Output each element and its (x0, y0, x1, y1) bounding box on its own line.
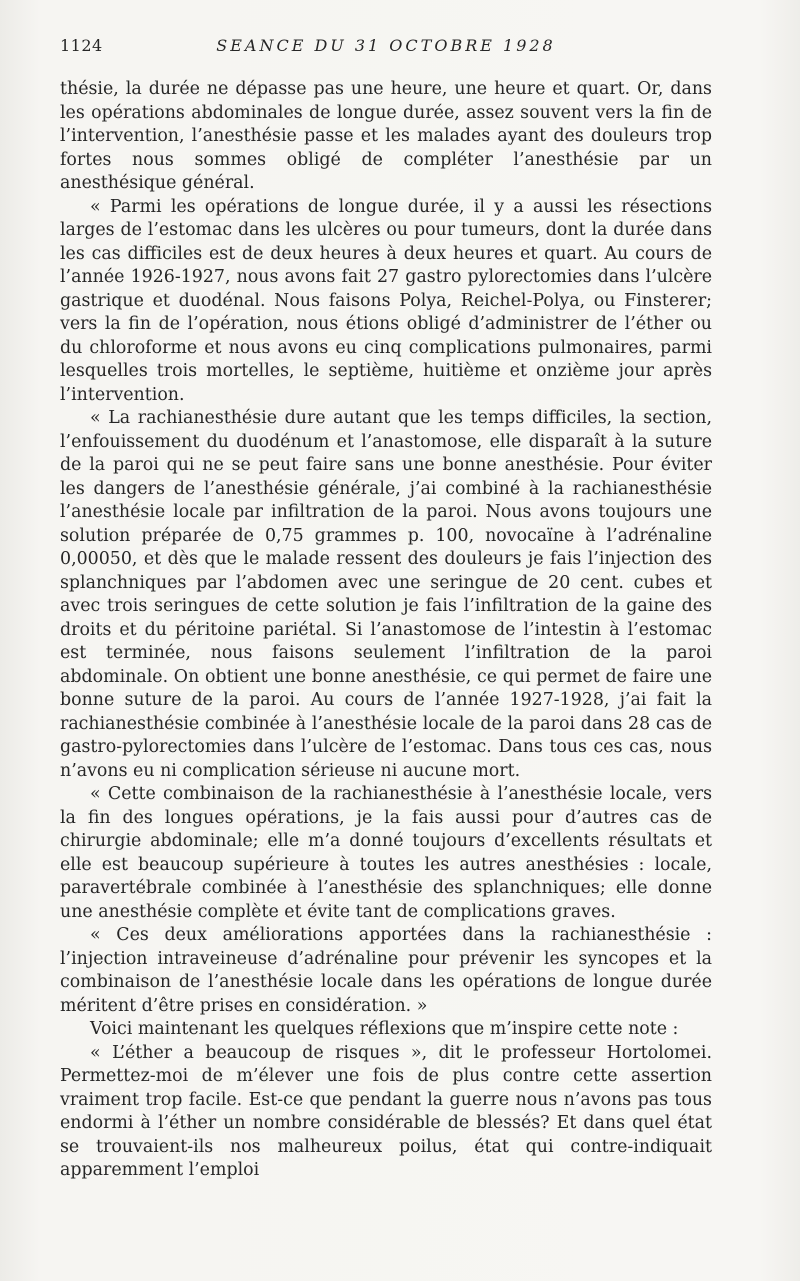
paragraph-resections: « Parmi les opérations de longue durée, il y a aussi les résections larges de l’estomac dans les ulcères ou pour tumeurs, dont la durée dans les cas difficiles est de deux heures à deux heures et quart. Au cours de l’année 1926-1927, nous avons fait 27 gastro pylorectomies dans l’ulcère gastrique et duodénal. Nous faisons Polya, Reichel-Polya, ou Finsterer; vers la fin de l’opération, nous étions obligé d’administrer de l’éther ou du chloroforme et nous avons eu cinq complications pulmonaires, parmi lesquelles trois mortelles, le septième, huitième et onzième jour après l’intervention. (60, 196, 712, 405)
paragraph-improvements: « Ces deux améliorations apportées dans la rachianesthésie : l’injection intraveineuse d’adrénaline pour prévenir les syncopes et la combinaison de l’anesthésie locale dans les opérations de longue durée méritent d’être prises en considération. » (60, 925, 712, 1016)
paragraph-reflections-intro: Voici maintenant les quelques réflexions que m’inspire cette note : (90, 1019, 679, 1039)
paragraph-ether-risks: « L’éther a beaucoup de risques », dit le professeur Hortolomei. Permettez-moi de m’élever une fois de plus contre cette assertion vraiment trop facile. Est-ce que pendant la guerre nous n’avons pas tous endormi à l’éther un nombre considérable de blessés? Et dans quel état se trouvaient-ils nos malheureux poilus, état qui contre-indiquait apparemment l’emploi (60, 1042, 712, 1180)
paragraph-rachianesthesie-duration: « La rachianesthésie dure autant que les temps difficiles, la section, l’enfouissement du duodénum et l’anastomose, elle disparaît à la suture de la paroi qui ne se peut faire sans une bonne anesthésie. Pour éviter les dangers de l’anesthésie générale, j’ai combiné à la rachianesthésie l’anesthésie locale par infiltration de la paroi. Nous avons toujours une solution préparée de 0,75 grammes p. 100, novocaïne à l’adrénaline 0,00050, et dès que le malade ressent des douleurs je fais l’injection des splanchniques par l’abdomen avec une seringue de 20 cent. cubes et avec trois seringues de cette solution je fais l’infiltration de la gaine des droits et du péritoine pariétal. Si l’anastomose de l’intestin à l’estomac est terminée, nous faisons seulement l’infiltration de la paroi abdominale. On obtient une bonne anesthésie, ce qui permet de faire une bonne suture de la paroi. Au cours de l’année 1927-1928, j’ai fait la rachianesthésie combinée à l’anesthésie locale de la paroi dans 28 cas de gastro-pylorectomies dans l’ulcère de l’estomac. Dans tous ces cas, nous n’avons eu ni complication sérieuse ni aucune mort. (60, 408, 712, 781)
paragraph-combination: « Cette combinaison de la rachianesthésie à l’anesthésie locale, vers la fin des longues opérations, je la fais aussi pour d’autres cas de chirurgie abdominale; elle m’a donné toujours d’excellents résultats et elle est beaucoup supérieure à toutes les autres anesthésies : locale, paravertébrale combinée à l’anesthésie des splanchniques; elle donne une anesthésie complète et évite tant de complications graves. (60, 784, 712, 922)
paragraph-continuation: thésie, la durée ne dépasse pas une heure, une heure et quart. Or, dans les opérations abdominales de longue durée, assez souvent vers la fin de l’intervention, l’anesthésie passe et les malades ayant des douleurs trop fortes nous sommes obligé de compléter l’anesthésie par un anesthésique général. (60, 79, 712, 193)
page-header (60, 36, 712, 58)
page-number: 1124 (60, 36, 103, 55)
running-head: SEANCE DU 31 OCTOBRE 1928 (216, 36, 556, 55)
body-text (60, 78, 712, 1183)
